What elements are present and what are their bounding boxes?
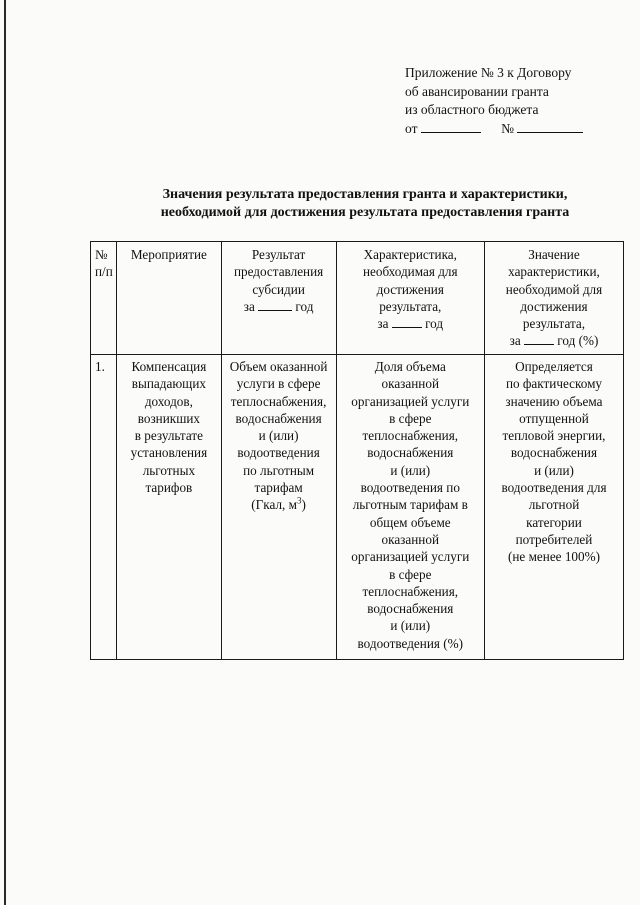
page-left-border — [4, 0, 6, 905]
row-result: Объем оказанной услуги в сфере теплоснабжения, водоснабжения и (или) водоотведения по льготным тарифам (Гкал, $м^3$) — [221, 355, 336, 660]
characteristic-year-blank — [392, 317, 422, 328]
title-line-1: Значения результата предоставления гранта и характеристики, — [162, 187, 568, 202]
appendix-line-2: об авансировании гранта — [405, 83, 549, 99]
table-header-row — [91, 242, 624, 355]
header-characteristic: Характеристика, необходимая для достижения результата, за год — [336, 242, 484, 355]
date-blank — [421, 121, 481, 133]
row-num: 1. — [91, 355, 117, 660]
table-row — [91, 355, 624, 660]
appendix-header — [405, 64, 635, 138]
header-value: Значение характеристики, необходимой для достижения результата, за год (%) — [484, 242, 623, 355]
header-event: Мероприятие — [117, 242, 222, 355]
result-year-blank — [258, 300, 292, 311]
result-unit: (Гкал, $м^3$) — [251, 495, 306, 513]
header-num: № п/п — [91, 242, 117, 355]
header-result: Результат предоставления субсидии за год — [221, 242, 336, 355]
results-table — [90, 241, 624, 660]
row-characteristic: Доля объема оказанной организацией услуги в сфере теплоснабжения, водоснабжения и (или) водоотведения по льготным тарифам в общем объеме оказанной организацией услуги в сфере теплоснабжения, водоснабжения и (или) водоотведения (%) — [336, 355, 484, 660]
appendix-line-3: из областного бюджета — [405, 102, 539, 117]
document-title — [80, 186, 640, 222]
number-label: № — [501, 120, 514, 136]
appendix-line-1: Приложение № 3 к Договору — [405, 65, 572, 80]
appendix-date-number-line — [405, 120, 635, 139]
row-value: Определяется по фактическому значению объема отпущенной тепловой энергии, водоснабжения и (или) водоотведения для льготной категории потребителей (не менее 100%) — [484, 355, 623, 660]
row-event: Компенсация выпадающих доходов, возникших в результате установления льготных тарифов — [117, 355, 222, 660]
number-blank — [517, 121, 583, 133]
date-label: от — [405, 120, 418, 136]
title-line-2: необходимой для достижения результата предоставления гранта — [160, 205, 570, 220]
value-year-blank — [524, 334, 554, 345]
